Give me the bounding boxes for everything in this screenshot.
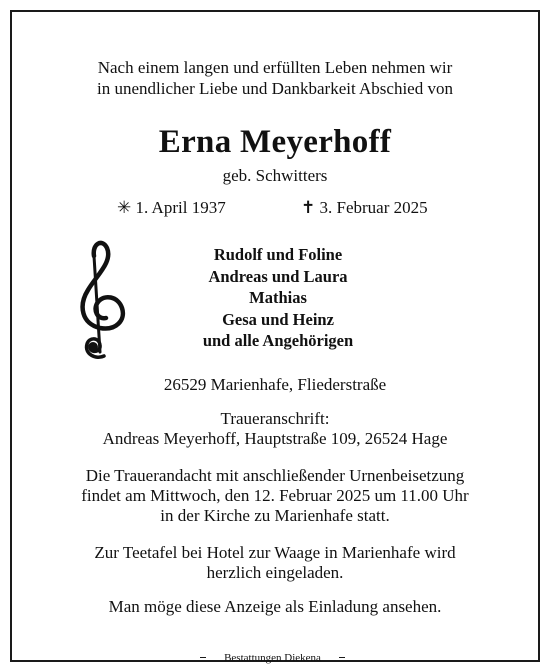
footer-rule-left	[200, 657, 206, 658]
service-line-2: findet am Mittwoch, den 12. Februar 2025 um 11.00 Uhr	[81, 486, 469, 505]
mourner-line: Andreas und Laura	[208, 266, 348, 286]
mourning-address-label: Traueranschrift:	[220, 409, 330, 428]
mourners-list	[148, 244, 408, 352]
birth-date-group	[117, 198, 226, 218]
residence-address: 26529 Marienhafe, Fliederstraße	[163, 375, 387, 394]
intro-text	[0, 57, 550, 99]
service-line-1: Die Trauerandacht mit anschließender Urnenbeisetzung	[85, 466, 465, 485]
mourner-line: Mathias	[249, 288, 307, 307]
death-date-group	[301, 198, 428, 218]
birth-date: 1. April 1937	[135, 198, 226, 217]
service-info	[0, 466, 550, 526]
treble-clef-icon	[74, 238, 132, 360]
mourning-address	[0, 409, 550, 449]
footer-rule-right	[339, 657, 345, 658]
tea-line-1: Zur Teetafel bei Hotel zur Waage in Marienhafe wird	[94, 543, 456, 562]
mourner-line: und alle Angehörigen	[202, 331, 354, 350]
invitation-note: Man möge diese Anzeige als Einladung ansehen.	[108, 597, 442, 616]
deceased-name: Erna Meyerhoff	[158, 124, 392, 160]
tea-line-2: herzlich eingeladen.	[206, 563, 344, 582]
birth-symbol-icon: ✳	[117, 198, 132, 217]
funeral-home-footer	[200, 651, 345, 665]
death-date: 3. Februar 2025	[319, 198, 428, 217]
service-line-3: in der Kirche zu Marienhafe statt.	[160, 506, 390, 525]
death-symbol-icon: ✝	[301, 198, 316, 217]
mourner-line: Gesa und Heinz	[222, 309, 334, 329]
mourner-line: Rudolf und Foline	[213, 245, 343, 264]
intro-line-2: in unendlicher Liebe und Dankbarkeit Abschied von	[97, 79, 453, 98]
funeral-home-name: Bestattungen Diekena	[224, 652, 321, 664]
tea-invitation	[0, 543, 550, 583]
intro-line-1: Nach einem langen und erfüllten Leben nehmen wir	[97, 58, 453, 77]
mourning-address-value: Andreas Meyerhoff, Hauptstraße 109, 26524 Hage	[102, 429, 448, 448]
birth-name: geb. Schwitters	[222, 166, 328, 185]
